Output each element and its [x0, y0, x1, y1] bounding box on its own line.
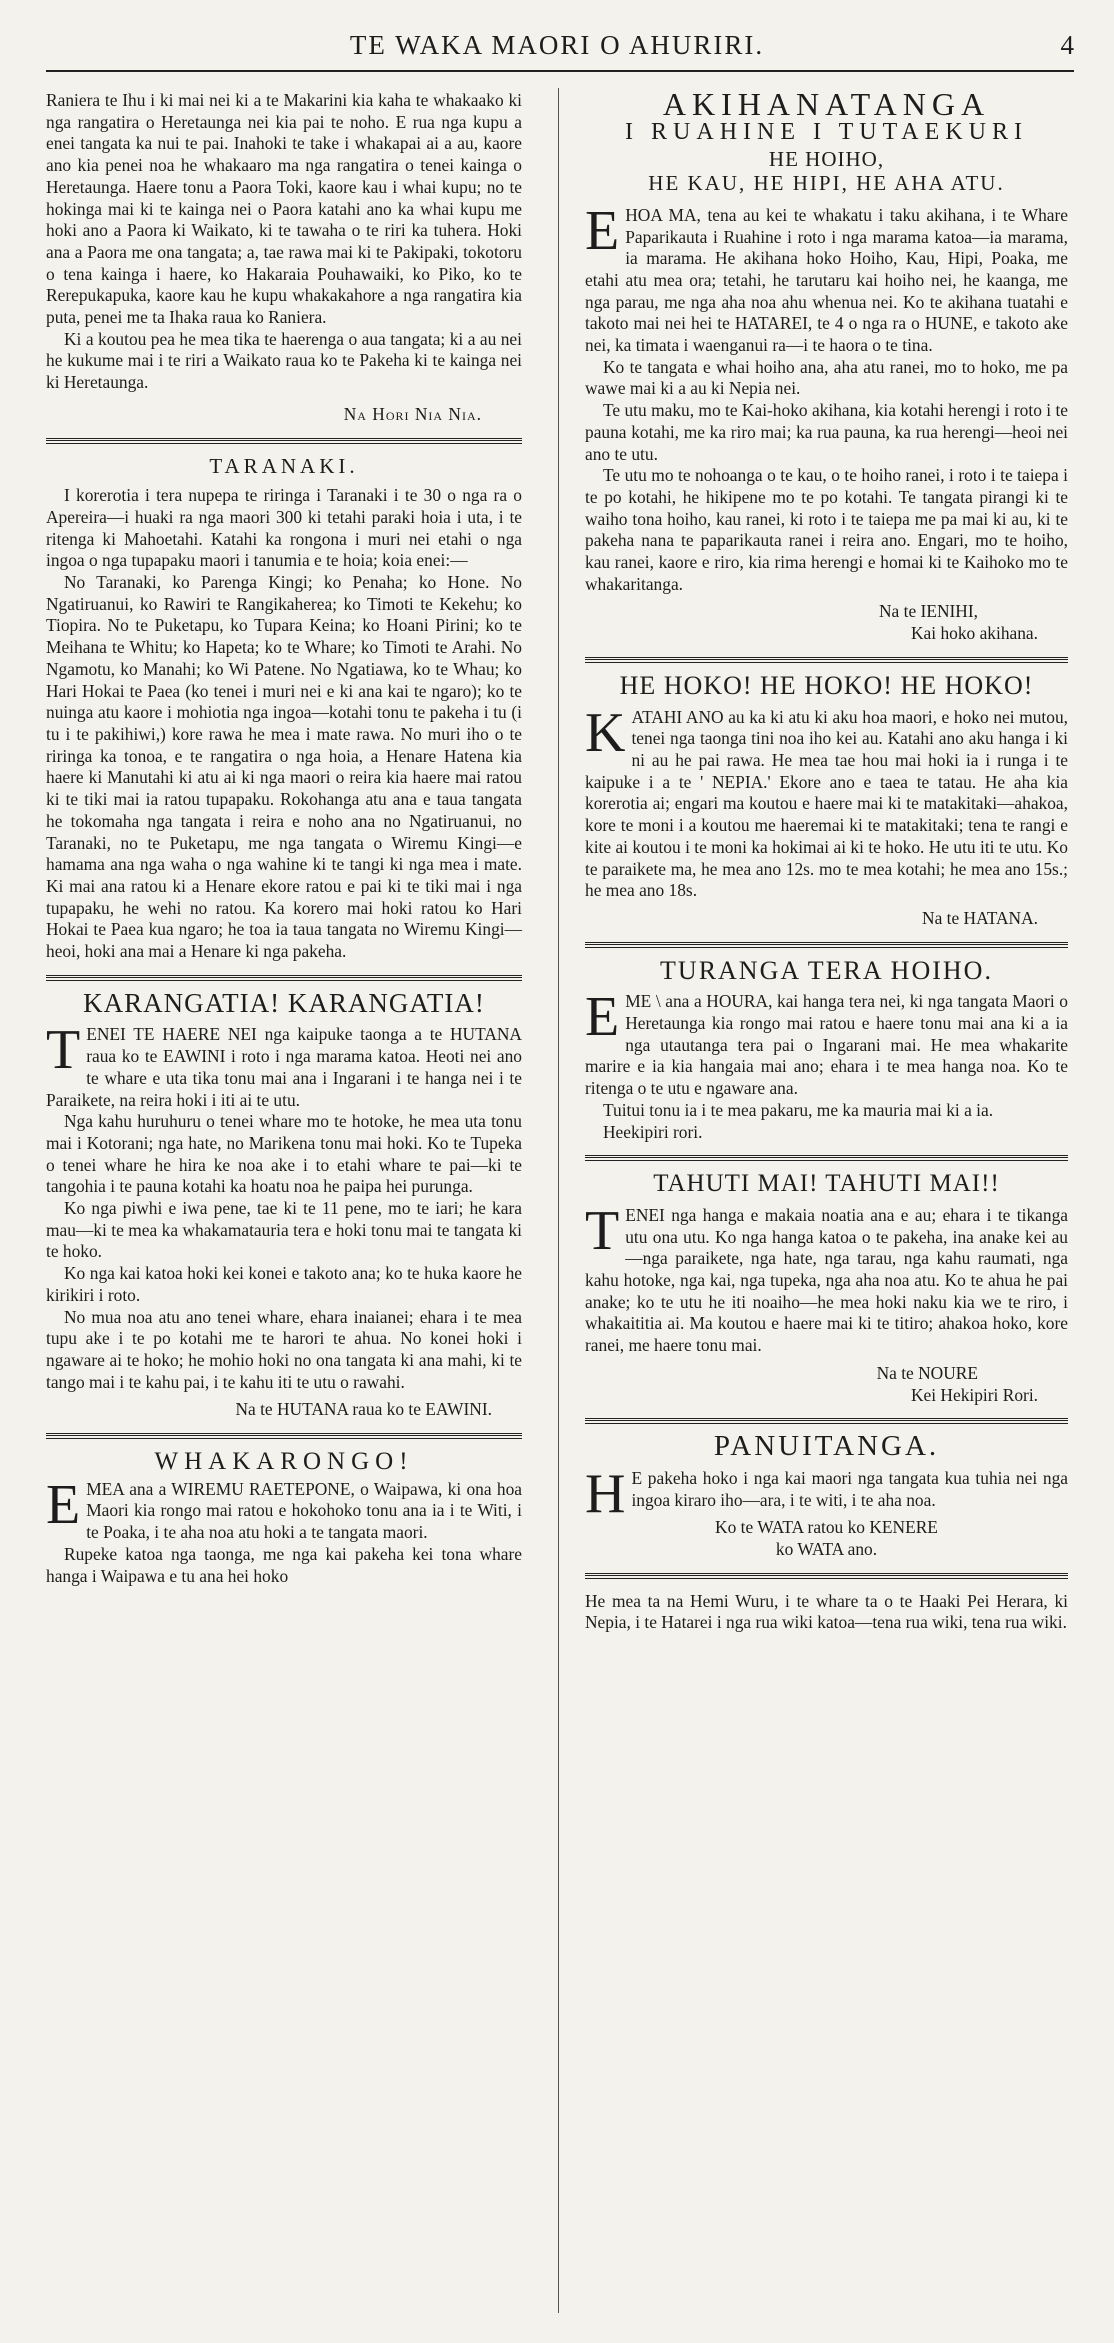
advert-hehoko — [585, 670, 1068, 930]
section-rule — [585, 942, 1068, 948]
advert-subheading: HE KAU, HE HIPI, HE AHA ATU. — [648, 171, 1005, 196]
article-taranaki — [46, 453, 522, 963]
paragraph — [585, 1199, 1068, 1357]
left-column — [46, 90, 522, 1587]
signature: Heekipiri rori. — [603, 1121, 703, 1142]
section-rule — [585, 1155, 1068, 1161]
signature: Na Hori Nia Nia. — [343, 403, 482, 424]
section-rule — [585, 1573, 1068, 1579]
paragraph — [585, 199, 1068, 357]
signature-line: Kai hoko akihana. — [910, 623, 1038, 644]
signature-line: Kei Hekipiri Rori. — [910, 1384, 1038, 1405]
section-rule — [46, 1433, 522, 1439]
paragraph — [46, 1019, 522, 1111]
paragraph: No mua noa atu ano tenei whare, ehara inaianei; ehara i te mea tupu ake i te po kotahi me te harori te ahua. No konei hoki i ngaware ai te hoko; he mohio hoki no ona tangata ki ana mahi, ki te tango mai i te kahu pai, i te kahu iti te utu o rawahi. — [46, 1306, 522, 1392]
masthead — [40, 30, 1074, 70]
advert-subheading: HE HOIHO, — [768, 147, 885, 172]
drop-cap: E — [585, 199, 620, 262]
paragraph: Ko nga kai katoa hoki kei konei e takoto ana; ko te huka kaore he kirikiri i roto. — [46, 1263, 522, 1305]
advert-turanga — [585, 955, 1068, 1144]
column-divider — [558, 88, 559, 2313]
drop-cap: T — [46, 1019, 81, 1082]
page-number: 4 — [1060, 30, 1074, 60]
paragraph: Te utu maku, mo te Kai-hoko akihana, kia kotahi herengi i roto i te pauna kotahi, me ka riro mai; ka rua pauna, ka rua herengi—heoi nei ano te utu. — [585, 400, 1068, 464]
signature-line: ko WATA ano. — [775, 1539, 878, 1560]
drop-cap: T — [585, 1199, 620, 1262]
section-rule — [46, 438, 522, 444]
advert-tahuti — [585, 1170, 1068, 1406]
paragraph-text: HOA MA, tena au kei te whakatu i taku akihana, i te Whare Paparikauta i Ruahine i roto i nga marama katoa—ia marama, ia marama. He akihana hoko Hoiho, Kau, Hipi, Poaka, me etahi atu mea ora; tetahi, he tarutaru kai hoiho nei, he kaanga, me nga parau, me nga aha noa ahu whenua nei. Ko te akihana tuatahi e takoto mai nei hei te HATAREI, te 4 o nga ra o HUNE, e takoto ake nei, ka timata i waenganui ra—i te haora o te tina. — [585, 204, 1068, 356]
paragraph — [46, 1473, 522, 1544]
signature — [585, 1363, 1038, 1406]
advert-whakarongo — [46, 1448, 522, 1587]
advert-heading: PANUITANGA. — [713, 1430, 940, 1463]
advert-heading: KARANGATIA! KARANGATIA! — [83, 987, 485, 1018]
paragraph-text: MEA ana a WIREMU RAETEPONE, o Waipawa, ki ona hoa Maori kia rongo mai ratou e hokohoko tonu ana ia i te Witi, i te Poaka, i te aha noa atu hoki a te tangata maori. — [86, 1478, 522, 1543]
paragraph: Nga kahu huruhuru o tenei whare mo te hotoke, he mea uta tonu mai i Kotorani; nga hate, no Marikena tonu mai hoki. Ko te Tupeka o tenei whare he hira ke noa ake i to etahi whare te pai—ki te tangohia i te pauna kotahi ka hoatu noa he paipa hei purunga. — [46, 1111, 522, 1197]
newspaper-title: TE WAKA MAORI O AHURIRI. — [349, 30, 765, 60]
signature: Na te HUTANA raua ko te EAWINI. — [235, 1399, 492, 1420]
paragraph: Ko nga piwhi e iwa pene, tae ki te 11 pene, mo te iari; he kara mau—ki te mea ka whakamatauria tera e hoki tonu mai te tangata ki te hoko. — [46, 1198, 522, 1262]
signature-line: Ko te WATA ratou ko KENERE — [715, 1517, 938, 1538]
paragraph-text: ATAHI ANO au ka ki atu ki aku hoa maori, e hoko nei mutou, tenei nga taonga tini noa iho kei au. Katahi ano aku hanga i ki ni au he pai rawa. He mea tae hou mai hoki ia i runga i te kaipuke i a te ' NEPIA.' Ekore ano e taea te tatau. He aha kia korerotia ai; engari ma koutou e haere mai ki te matakitaki—ahakoa, kore te moni i a koutou me haeremai ki te matakitaki; tena te rangi e kite ai koutou i te moni ka hokimai ai ki te hoko. He utu iti te utu. Ko te paraikete ma, he mea ano 12s. mo te mea kotahi; he mea ano 15s.; he mea ano 18s. — [585, 706, 1068, 901]
signature — [585, 1517, 1068, 1560]
paragraph-text: ME \ ana a HOURA, kai hanga tera nei, ki nga tangata Maori o Heretaunga kia rongo mai ratou e haere tonu mai ana ki a ia nga utautanga tera pai o Ingarani mai. He mea whakarite marire e ia kia hangaia mai ano; ehara i te mea hanga noa. Ko te ritenga o te utu e ngaware ana. — [585, 991, 1068, 1099]
advert-heading: TAHUTI MAI! TAHUTI MAI!! — [653, 1170, 1000, 1198]
paragraph: No Taranaki, ko Parenga Kingi; ko Penaha; ko Hone. No Ngatiruanui, ko Rawiri te Rangikaherea; ko Timoti te Kekehu; ko Tiopira. No te Puketapu, ko Tupara Keina; ko Hoani Pirini; ko te Meihana te Whitu; ko Hapeta; ko te Whare; ko Timoti te Arahi. No Ngamotu, ko Manahi; ko Wi Patene. No Ngatiawa, ko te Whau; ko Hari Hokai te Paea (ko tenei i muri nei e ki ana kai te ngaro); ko te nuinga atu kaore i mohiotia nga ingoa—kotahi tonu te pakeha i tu (i tu i te pakihiwi,) kore rawa he mea i mate rawa. No muri iho o te riringa ka tonoa, e te rangatira o nga hoia, a Henare Hatena kia haere ki Manutahi ki atu ai ki nga maori o reira kia haere mai ratou ki te tiki mai ia ratou tupapaku. Rokohanga atu ana e taua tangata he tokomaha nga tangata i reira e noho ana no Ngatiruanui, no Taranaki, no te Puketapu, me nga tangata o Wiremu Kingi—e hamama ana nga waha o nga wahine ki te tangi ki nga mea i mate. Ki mai ana ratou ki a Henare ekore ratou e pai ki te tiki mai i nga tupapaku, he wehi no ratou. Ka korero mai hoki ratou ko Hari Hokai te Paea kua ngaro; he toa ia taua tangata no Wiremu Kingi—heoi, hoki ana mai a Henare ki nga pakeha. — [46, 572, 522, 962]
advert-heading: TURANGA TERA HOIHO. — [660, 955, 993, 985]
section-rule — [46, 975, 522, 981]
drop-cap: E — [46, 1473, 81, 1536]
article-raniera — [46, 90, 522, 426]
paragraph: Rupeke katoa nga taonga, me nga kai pakeha kei tona whare hanga i Waipawa e tu ana hei hoko — [46, 1543, 522, 1586]
advert-akihana — [585, 86, 1068, 645]
paragraph-text: ENEI TE HAERE NEI nga kaipuke taonga a te HUTANA raua ko te EAWINI i roto i nga marama katoa. Heoti nei ano te whare e uta tika tonu mai ana i Ingarani i te hanga nei i te Paraikete, na reira hoki i iti ai te utu. — [46, 1024, 522, 1110]
signature-line: Na te NOURE — [876, 1362, 978, 1383]
advert-heading: HE HOKO! HE HOKO! HE HOKO! — [619, 670, 1034, 700]
section-heading: TARANAKI. — [209, 453, 359, 478]
advert-heading: AKIHANATANGA — [662, 86, 991, 122]
paragraph: Tuitui tonu ia i te mea pakaru, me ka mauria mai ki a ia. — [603, 1099, 994, 1120]
paragraph-text: ENEI nga hanga e makaia noatia ana e au; ehara i te tikanga utu ona utu. Ko nga hanga katoa o te pakeha, ina anake kei au—nga paraikete, nga hate, nga tarau, nga kahu raumati, nga kahu hotoke, nga kai, nga tupeka, nga aha noa atu. Ko te ahua he pai anake; ko te utu he iti noaiho—he mea hoki naku kia we te riro, i whakaititia ai. Ma koutou e haere mai ki te titiro; ahakoa hoko, kore ranei, me haere tonu mai. — [585, 1204, 1068, 1356]
section-rule — [585, 1418, 1068, 1424]
paragraph — [585, 986, 1068, 1100]
paragraph: Te utu mo te nohoanga o te kau, o te hoiho ranei, i roto i te taiepa i te po kotahi, he hikipene mo te po kotahi. Te tangata pirangi ki te waiho tona hoiho, kau ranei, ki roto i te taiepa me pa mai ki au, ki te pakeha nana te paparikauta ranei i reira ano. Engari, mo te hoiho, kau ranei, kaore e riro, kia rima herengi e homai ki te Kaihoko mo te whakaritanga. — [585, 465, 1068, 594]
advert-panuitanga — [585, 1430, 1068, 1561]
drop-cap: K — [585, 701, 626, 764]
paragraph — [585, 1462, 1068, 1525]
signature — [585, 601, 1038, 644]
drop-cap: H — [585, 1462, 626, 1525]
advert-subheading: I RUAHINE I TUTAEKURI — [625, 118, 1028, 145]
section-rule — [585, 657, 1068, 663]
paragraph: Raniera te Ihu i ki mai nei ki a te Makarini kia kaha te whakaako ki nga rangatira o Heretaunga nei kia pai te noho. E rua nga kupu a enei tangata ka nui te pai. Inahoki te take i whakapai ai a au, kaore ano kia penei noa he whakaaro ma nga rangatira o tenei kainga o Heretaunga. Haere tonu a Paora Toki, kaore kau i whai kupu; no te hokinga mai ki te kainga nei o Paora katahi ano ka whai kupu me hoki ano a Paora ki Waikato, ki te tawaha o te riri ka tuhera. Hoki ana a Paora me ona tangata; a, tae rawa mai ki te Pakipaki, tokotoru o tena kainga i haere, ko Hakaraia Pouhawaiki, ko Piko, ko te Rerepukapuka, kaore kau he kupu whakakahore a nga rangatira kia puta, penei me ta Ihaka raua ko Raniera. — [46, 90, 522, 328]
advert-karangatia — [46, 987, 522, 1421]
paragraph: Ko te tangata e whai hoiho ana, aha atu ranei, mo to hoko, me pa wawe mai ki a au ki Nepia nei. — [585, 356, 1068, 399]
right-column — [585, 86, 1068, 1634]
paragraph: Ki a koutou pea he mea tika te haerenga o aua tangata; ki a au nei he kukume mai i te riri a Waikato raua ko te Pakeha ki te kainga nei ki Heretaunga. — [46, 328, 522, 393]
paragraph — [585, 701, 1068, 902]
paragraph-text: E pakeha hoko i nga kai maori nga tangata kua tuhia nei nga ingoa kiraro iho—ara, i te witi, i te aha noa. — [631, 1467, 1068, 1510]
masthead-rule — [46, 70, 1074, 72]
advert-heading: WHAKARONGO! — [154, 1448, 414, 1476]
signature-line: Na te IENIHI, — [879, 601, 978, 622]
signature: Na te HATANA. — [922, 907, 1038, 928]
drop-cap: E — [585, 986, 620, 1049]
paragraph: I korerotia i tera nupepa te riringa i Taranaki i te 30 o nga ra o Apereira—i huaki ra nga maori 300 ki tetahi paraki hoia i uta, i te ritenga ki Mahoetahi. Katahi ka rongona i muri nei etahi o nga ingoa o nga tupapaku maori i tanumia e te hoia; koia enei:— — [46, 485, 522, 571]
printer-notice: He mea ta na Hemi Wuru, i te whare ta o te Haaki Pei Herara, ki Nepia, i te Hatarei i nga rua wiki katoa—tena rua wiki, tena rua wiki. — [585, 1590, 1068, 1633]
